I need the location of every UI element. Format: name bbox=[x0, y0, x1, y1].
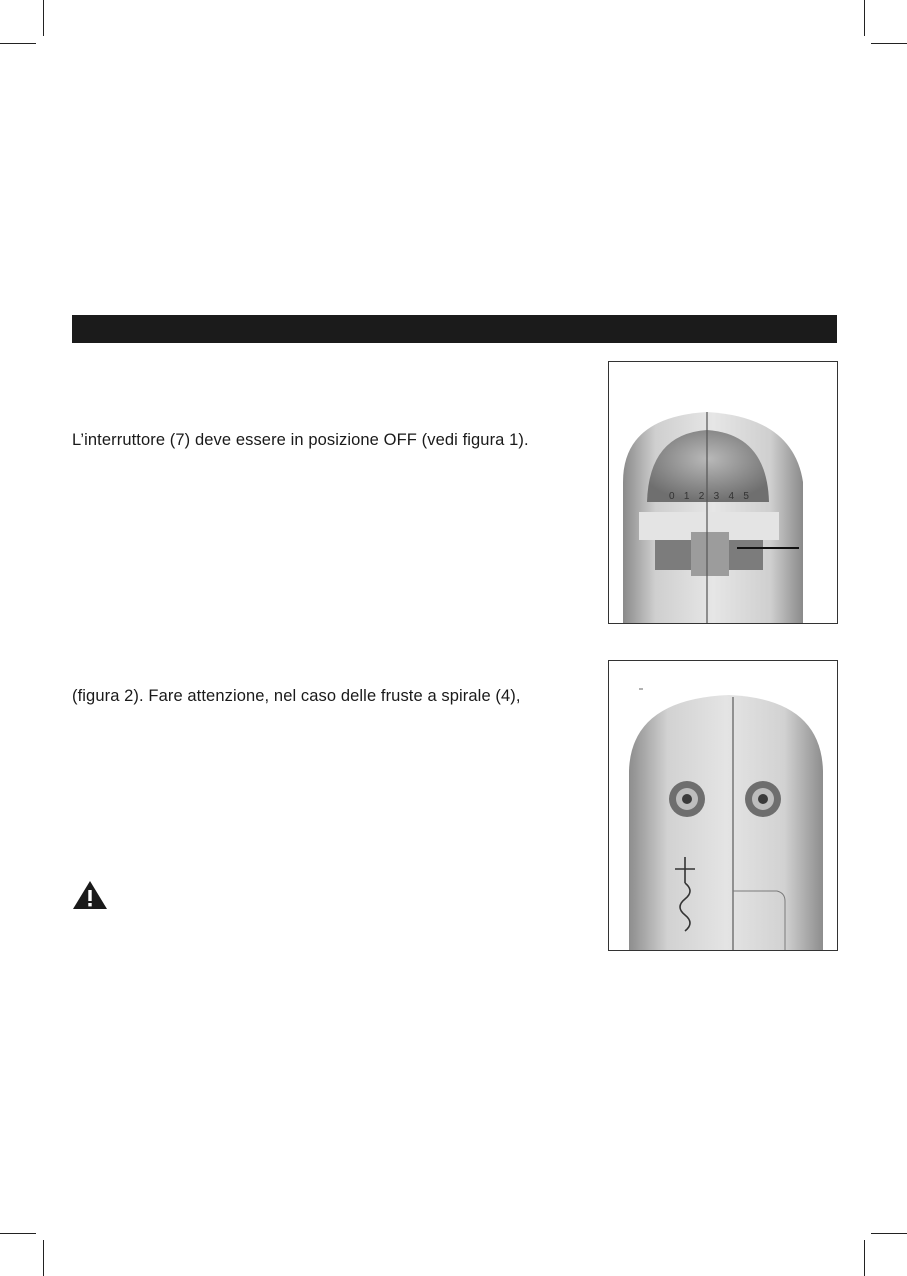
crop-mark bbox=[871, 1233, 907, 1234]
mixer-underside-illustration bbox=[609, 661, 837, 950]
crop-mark bbox=[43, 1240, 44, 1276]
crop-mark bbox=[864, 1240, 865, 1276]
dial-number: 3 bbox=[713, 491, 720, 502]
crop-mark bbox=[864, 0, 865, 36]
figure-1-speed-switch bbox=[608, 361, 838, 624]
warning-triangle-icon bbox=[72, 880, 108, 910]
instruction-text-line: L’interruttore (7) deve essere in posizione OFF (vedi figura 1). bbox=[72, 431, 529, 449]
dial-number: 1 bbox=[683, 491, 690, 502]
section-header-bar bbox=[72, 315, 837, 343]
crop-mark bbox=[0, 43, 36, 44]
crop-mark bbox=[871, 43, 907, 44]
dial-number: 2 bbox=[698, 491, 705, 502]
speed-dial-labels bbox=[669, 491, 749, 502]
dial-number: 5 bbox=[743, 491, 749, 502]
crop-mark bbox=[43, 0, 44, 36]
dial-number: 4 bbox=[728, 491, 735, 502]
dial-number: 0 bbox=[669, 491, 675, 502]
figure-2-beater-sockets bbox=[608, 660, 838, 951]
instruction-text-line: (figura 2). Fare attenzione, nel caso delle fruste a spirale (4), bbox=[72, 687, 521, 705]
crop-mark bbox=[0, 1233, 36, 1234]
